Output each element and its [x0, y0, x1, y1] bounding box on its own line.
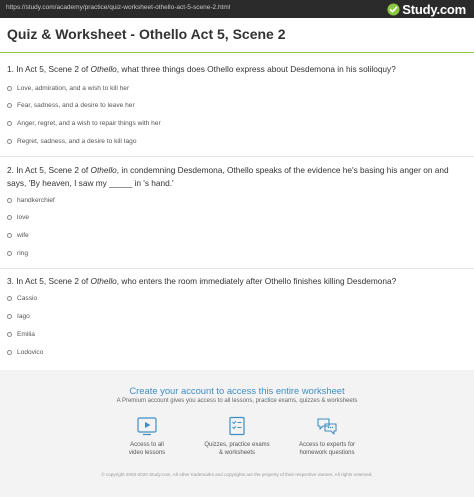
radio-icon[interactable] — [7, 233, 12, 238]
answer-option[interactable]: ring — [7, 247, 307, 259]
question-1: 1. In Act 5, Scene 2 of Othello, what three things does Othello express about Desdemona in his soliloquy? — [7, 64, 396, 74]
feature-video-lessons: Access to all video lessons — [102, 416, 192, 457]
answer-option[interactable]: handkerchief — [7, 194, 307, 206]
promo-subtext: A Premium account gives you access to all lessons, practice exams, quizzes & worksheets — [116, 398, 358, 404]
answer-option[interactable]: Emilia — [7, 328, 307, 340]
answer-option[interactable]: Iago — [7, 310, 307, 322]
answer-option[interactable]: Cassio — [7, 292, 307, 304]
radio-icon[interactable] — [7, 86, 12, 91]
radio-icon[interactable] — [7, 198, 12, 203]
answer-option[interactable]: Love, admiration, and a wish to kill her — [7, 82, 307, 94]
answer-option[interactable]: Regret, sadness, and a desire to kill Iago — [7, 135, 307, 147]
copyright-notice: © copyright 2003-2020 Study.com. All other trademarks and copyrights are the property of their respective owners. All rights reserved. — [101, 472, 373, 477]
logo-text: Study.com — [402, 1, 466, 17]
radio-icon[interactable] — [7, 332, 12, 337]
radio-icon[interactable] — [7, 215, 12, 220]
question-divider — [0, 268, 474, 269]
question-divider — [0, 156, 474, 157]
question-2: 2. In Act 5, Scene 2 of Othello, in condemning Desdemona, Othello speaks of the evidence he's basing his anger on and says, 'By heaven, I saw my _____ in 's hand.' — [7, 165, 449, 188]
answer-option[interactable]: Lodovico — [7, 346, 307, 358]
radio-icon[interactable] — [7, 350, 12, 355]
page-title: Quiz & Worksheet - Othello Act 5, Scene 2 — [7, 26, 286, 42]
promo-headline[interactable]: Create your account to access this entire worksheet — [129, 385, 345, 396]
radio-icon[interactable] — [7, 251, 12, 256]
chat-bubbles-icon — [316, 416, 338, 436]
radio-icon[interactable] — [7, 314, 12, 319]
radio-icon[interactable] — [7, 103, 12, 108]
feature-quizzes: Quizzes, practice exams & worksheets — [192, 416, 282, 457]
premium-promo — [0, 370, 474, 497]
top-bar — [0, 0, 474, 18]
answer-option[interactable]: wife — [7, 229, 307, 241]
study-logo[interactable] — [387, 1, 466, 17]
radio-icon[interactable] — [7, 139, 12, 144]
page-url: https://study.com/academy/practice/quiz-worksheet-othello-act-5-scene-2.html — [6, 4, 231, 11]
answer-option[interactable]: Anger, regret, and a wish to repair things with her — [7, 117, 307, 129]
radio-icon[interactable] — [7, 121, 12, 126]
quiz-checklist-icon — [226, 416, 248, 436]
feature-experts: Access to experts for homework questions — [282, 416, 372, 457]
video-play-icon — [136, 416, 158, 436]
answer-option[interactable]: Fear, sadness, and a desire to leave her — [7, 99, 307, 111]
radio-icon[interactable] — [7, 296, 12, 301]
question-3: 3. In Act 5, Scene 2 of Othello, who enters the room immediately after Othello finishes killing Desdemona? — [7, 276, 397, 286]
answer-option[interactable]: love — [7, 211, 307, 223]
title-divider — [0, 52, 474, 53]
study-logo-icon — [387, 3, 400, 16]
